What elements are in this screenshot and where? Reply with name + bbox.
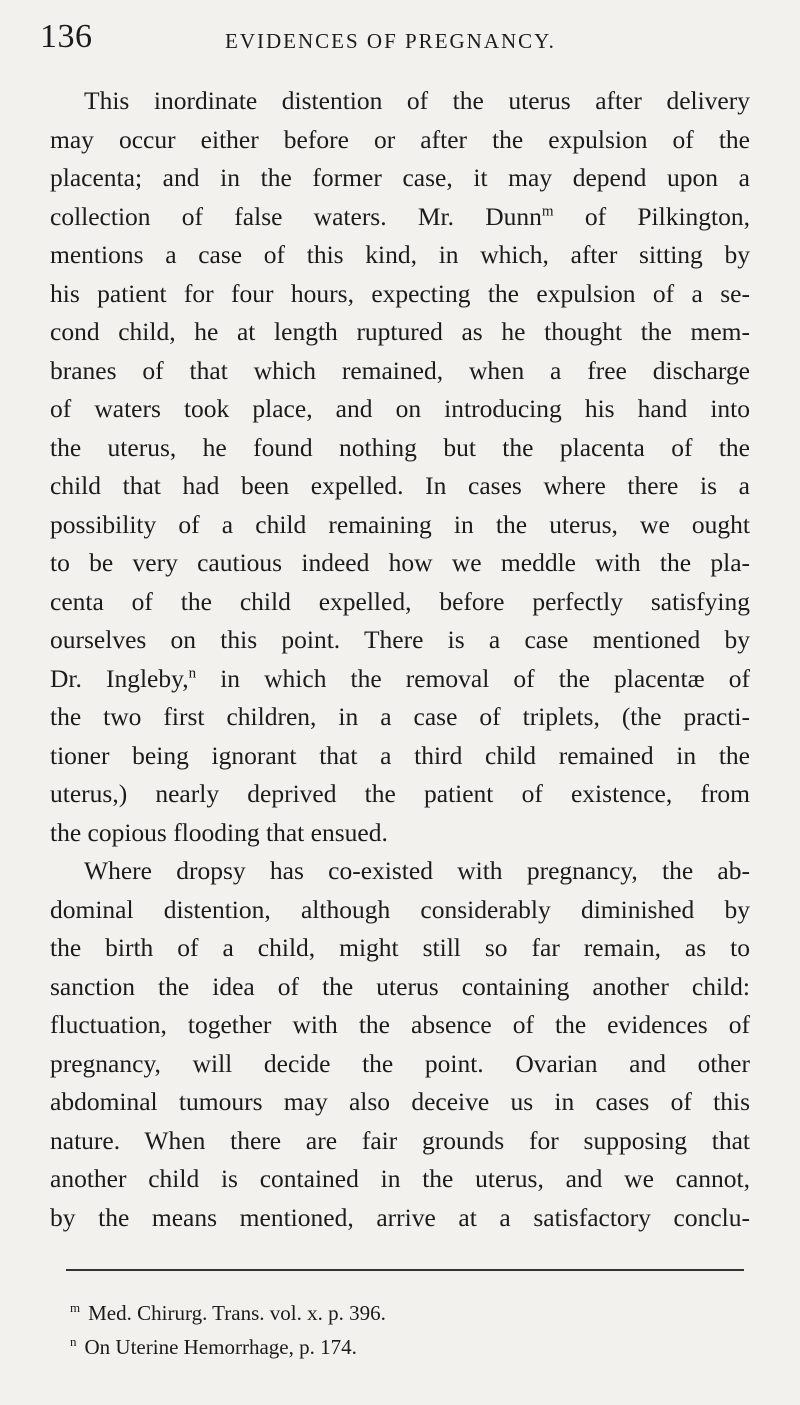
text-line: his patient for four hours, expecting the expulsion of a se- bbox=[50, 278, 750, 308]
text-line: the birth of a child, might still so far remain, as to bbox=[50, 933, 750, 962]
page-number: 136 bbox=[40, 18, 93, 55]
text-line: nature. When there are fair grounds for supposing that bbox=[50, 1125, 750, 1155]
text-line: pregnancy, will decide the point. Ovarian and other bbox=[50, 1048, 750, 1078]
text-line: by the means mentioned, arrive at a satisfactory conclu- bbox=[50, 1202, 750, 1232]
text-line: placenta; and in the former case, it may depend upon a bbox=[50, 163, 750, 192]
text-line: uterus,) nearly deprived the patient of existence, from bbox=[50, 779, 750, 808]
footnote-reference: n bbox=[188, 665, 197, 681]
footnote-mark: m bbox=[70, 1300, 81, 1315]
footnote-mark: n bbox=[70, 1334, 77, 1349]
text-line: This inordinate distention of the uterus after delivery bbox=[84, 86, 750, 115]
text-line: another child is contained in the uterus, and we cannot, bbox=[50, 1164, 750, 1193]
footnote-n bbox=[70, 1330, 750, 1364]
text-line: fluctuation, together with the absence of the evidences of bbox=[50, 1010, 750, 1039]
text-line: cond child, he at length ruptured as he thought the mem- bbox=[50, 317, 750, 346]
text-line: abdominal tumours may also deceive us in cases of this bbox=[50, 1087, 750, 1116]
text-line: centa of the child expelled, before perfectly satisfying bbox=[50, 586, 750, 616]
text-line: branes of that which remained, when a free discharge bbox=[50, 355, 750, 385]
text-line bbox=[50, 198, 750, 237]
running-head: EVIDENCES OF PREGNANCY. bbox=[225, 29, 556, 53]
line-text-after: of Pilkington, bbox=[553, 201, 750, 231]
text-line: the uterus, he found nothing but the placenta of the bbox=[50, 432, 750, 462]
footnote-text: Med. Chirurg. Trans. vol. x. p. 396. bbox=[88, 1301, 386, 1325]
text-line: may occur either before or after the expulsion of the bbox=[50, 124, 750, 154]
text-line: mentions a case of this kind, in which, after sitting by bbox=[50, 240, 750, 269]
text-line: tioner being ignorant that a third child remained in the bbox=[50, 740, 750, 770]
line-text-before: Dr. Ingleby, bbox=[50, 663, 189, 693]
page-header bbox=[40, 18, 750, 62]
text-line: dominal distention, although considerably diminished by bbox=[50, 894, 750, 924]
text-line: possibility of a child remaining in the uterus, we ought bbox=[50, 509, 750, 539]
text-line: the two first children, in a case of triplets, (the practi- bbox=[50, 702, 750, 731]
footnote-m bbox=[70, 1296, 750, 1330]
text-line bbox=[50, 660, 750, 699]
text-line: to be very cautious indeed how we meddle with the pla- bbox=[50, 548, 750, 577]
text-line: ourselves on this point. There is a case mentioned by bbox=[50, 625, 750, 654]
footnotes bbox=[70, 1296, 750, 1364]
body-text bbox=[50, 82, 750, 1237]
text-line: child that had been expelled. In cases where there is a bbox=[50, 471, 750, 500]
text-line: Where dropsy has co-existed with pregnancy, the ab- bbox=[84, 856, 750, 885]
line-text-after: in which the removal of the placentæ of bbox=[196, 663, 750, 693]
footnote-reference: m bbox=[541, 203, 554, 219]
text-line: sanction the idea of the uterus containing another child: bbox=[50, 971, 750, 1001]
footnote-divider bbox=[66, 1269, 744, 1271]
footnote-text: On Uterine Hemorrhage, p. 174. bbox=[84, 1335, 357, 1359]
line-text-before: collection of false waters. Mr. Dunn bbox=[50, 201, 542, 231]
text-line: the copious flooding that ensued. bbox=[50, 817, 388, 847]
text-line: of waters took place, and on introducing his hand into bbox=[50, 394, 750, 423]
